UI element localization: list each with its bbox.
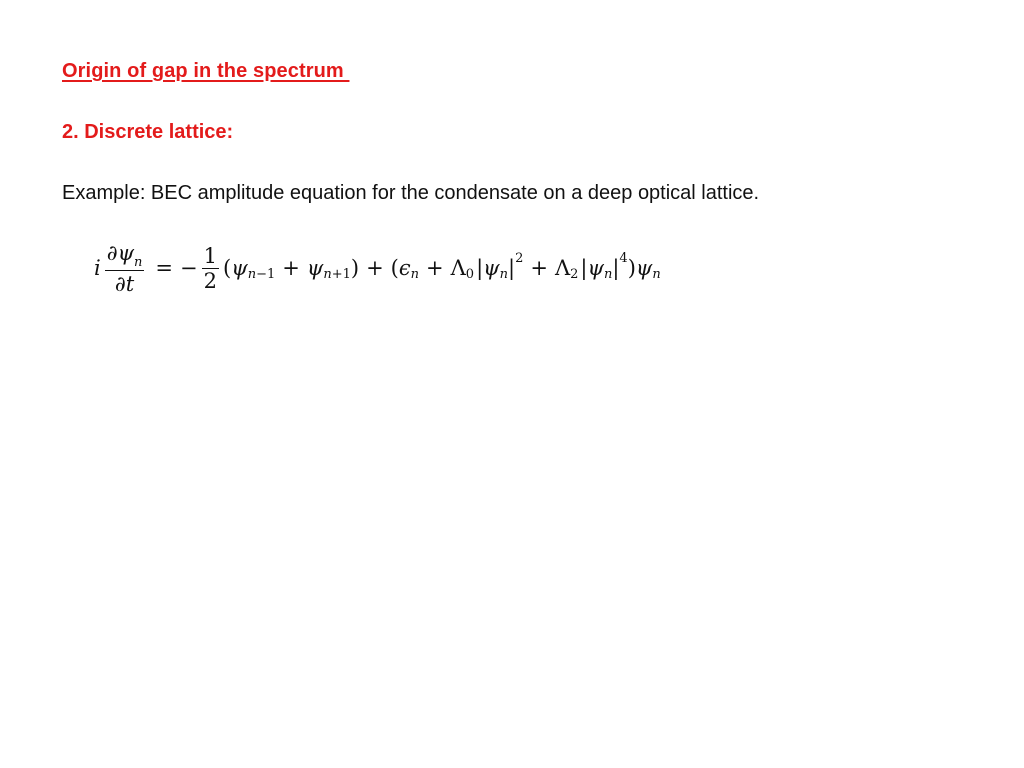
equation-half-fraction: $\frac{1}{2}$ xyxy=(203,243,218,293)
slide-title: Origin of gap in the spectrum xyxy=(62,60,350,82)
section-heading: 2. Discrete lattice: xyxy=(62,121,234,143)
equation-lhs-fraction: $\frac{\partial\psi_n}{\partial t}$ xyxy=(106,240,143,296)
equation: i $\frac{\partial\psi_n}{\partial t}$ = − $\frac{1}{2}$ ( ψ n−1 + ψ n+1 ) + ( ϵ n + Λ 0 | ψ n | 2 + Λ 2 | ψ n | 4 ) ψ n xyxy=(94,240,661,296)
body-text: Example: BEC amplitude equation for the condensate on a deep optical lattice. xyxy=(62,182,760,204)
